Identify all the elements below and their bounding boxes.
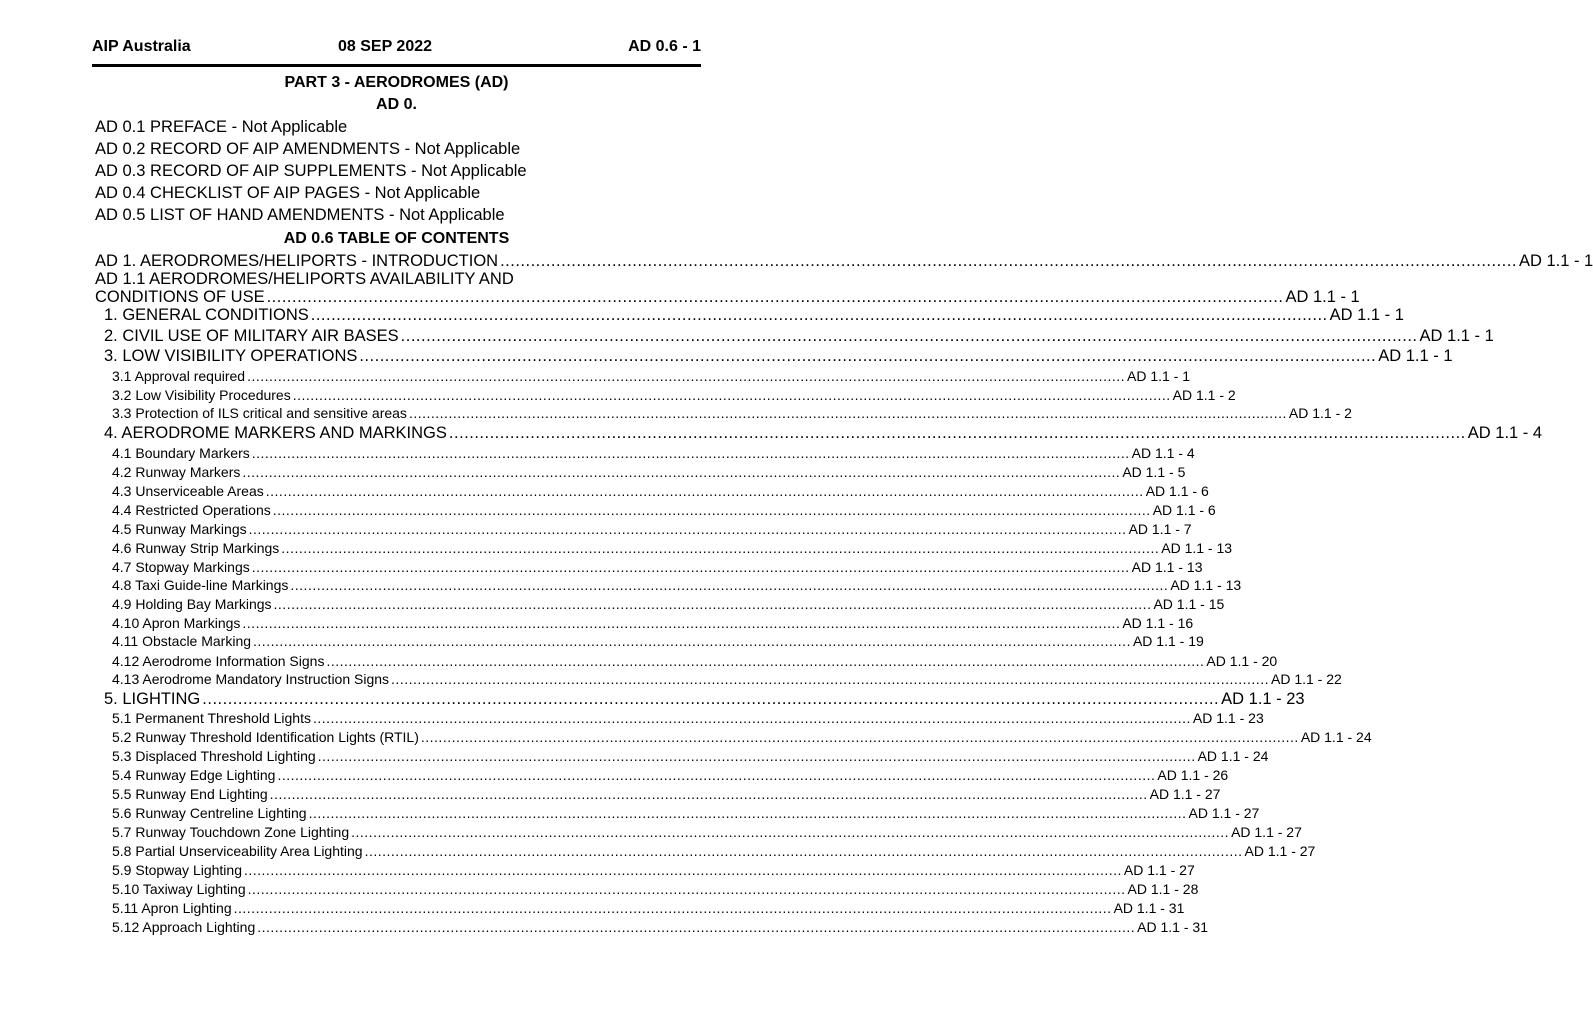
- toc-entry-title: 3.3 Protection of ILS critical and sensitive areas: [112, 405, 407, 421]
- toc-entry-title: 5. LIGHTING: [104, 690, 201, 708]
- toc-entry[interactable]: [112, 464, 1186, 480]
- toc-entry-title: 5.1 Permanent Threshold Lights: [112, 710, 311, 726]
- toc-entry-page: AD 1.1 - 28: [1127, 881, 1199, 897]
- toc-entry-title: 4.3 Unserviceable Areas: [112, 483, 264, 499]
- toc-entry[interactable]: [112, 615, 1194, 631]
- toc-entry[interactable]: [104, 690, 1305, 709]
- toc-entry[interactable]: [112, 786, 1221, 802]
- toc-leader-dots: ........................................................................................................................................................................................................: [351, 824, 1230, 840]
- toc-entry-title: 4.8 Taxi Guide-line Markings: [112, 577, 289, 593]
- toc-entry[interactable]: [112, 540, 1233, 556]
- toc-leader-dots: ........................................................................................................................................................................................................: [391, 671, 1269, 687]
- toc-leader-dots: ........................................................................................................................................................................................................: [273, 596, 1152, 612]
- toc-entry-title: 4.1 Boundary Markers: [112, 445, 250, 461]
- toc-entry-title: 4. AERODROME MARKERS AND MARKINGS: [104, 424, 447, 442]
- toc-entry-page: AD 1.1 - 6: [1145, 483, 1209, 499]
- toc-entry[interactable]: [112, 368, 1191, 384]
- toc-entry-page: AD 1.1 - 2: [1172, 387, 1236, 403]
- toc-entry[interactable]: [112, 900, 1185, 916]
- toc-entry-page: AD 1.1 - 1: [1329, 306, 1404, 324]
- toc-leader-dots: ........................................................................................................................................................................................................: [308, 805, 1187, 821]
- toc-entry-page: AD 1.1 - 2: [1288, 405, 1352, 421]
- toc-entry[interactable]: [104, 347, 1453, 366]
- toc-entry-page: AD 1.1 - 31: [1113, 900, 1185, 916]
- toc-entry-page: AD 1.1 - 1: [1127, 368, 1191, 384]
- toc-entry[interactable]: [112, 824, 1302, 840]
- intro-line: AD 0.5 LIST OF HAND AMENDMENTS - Not Applicable: [95, 206, 505, 224]
- toc-leader-dots: ........................................................................................................................................................................................................: [448, 424, 1466, 442]
- toc-entry-page: AD 1.1 - 23: [1192, 710, 1264, 726]
- toc-leader-dots: ........................................................................................................................................................................................................: [310, 306, 1328, 324]
- section-title: AD 0.: [376, 96, 417, 113]
- toc-leader-dots: ........................................................................................................................................................................................................: [265, 483, 1144, 499]
- toc-entry[interactable]: [112, 445, 1195, 461]
- toc-leader-dots: ........................................................................................................................................................................................................: [269, 786, 1148, 802]
- toc-entry-title: 5.4 Runway Edge Lighting: [112, 767, 276, 783]
- toc-leader-dots: ........................................................................................................................................................................................................: [317, 748, 1196, 764]
- toc-entry-title: 5.10 Taxiway Lighting: [112, 881, 246, 897]
- toc-entry-title: 4.4 Restricted Operations: [112, 502, 271, 518]
- toc-entry-page: AD 1.1 - 4: [1131, 445, 1195, 461]
- toc-leader-dots: ........................................................................................................................................................................................................: [251, 445, 1130, 461]
- toc-entry[interactable]: [112, 767, 1229, 783]
- intro-line: AD 0.1 PREFACE - Not Applicable: [95, 118, 348, 136]
- header-page-number: AD 0.6 - 1: [628, 38, 701, 55]
- toc-entry[interactable]: [112, 805, 1260, 821]
- toc-leader-dots: ........................................................................................................................................................................................................: [266, 288, 1284, 306]
- toc-entry-title: 5.2 Runway Threshold Identification Lights (RTIL): [112, 729, 419, 745]
- toc-entry-page: AD 1.1 - 27: [1231, 824, 1302, 840]
- toc-entry[interactable]: [112, 387, 1236, 403]
- toc-entry[interactable]: [112, 502, 1216, 518]
- toc-entry[interactable]: [104, 306, 1404, 325]
- toc-entry-page: AD 1.1 - 31: [1137, 919, 1208, 935]
- toc-entry-page: AD 1.1 - 27: [1188, 805, 1260, 821]
- toc-entry[interactable]: [112, 881, 1199, 897]
- toc-entry-page: AD 1.1 - 1: [1285, 288, 1360, 306]
- toc-leader-dots: ........................................................................................................................................................................................................: [272, 502, 1151, 518]
- toc-entry-title-line1: AD 1.1 AERODROMES/HELIPORTS AVAILABILITY AND: [95, 270, 514, 288]
- toc-entry-page: AD 1.1 - 24: [1197, 748, 1269, 764]
- toc-entry[interactable]: [104, 327, 1494, 346]
- toc-entry-title: 4.6 Runway Strip Markings: [112, 540, 280, 556]
- toc-entry-page: AD 1.1 - 6: [1152, 502, 1216, 518]
- toc-entry-title: 4.10 Apron Markings: [112, 615, 241, 631]
- toc-entry-page: AD 1.1 - 15: [1153, 596, 1225, 612]
- toc-entry-title: 1. GENERAL CONDITIONS: [104, 306, 309, 324]
- toc-entry-page: AD 1.1 - 1: [1518, 252, 1593, 270]
- toc-leader-dots: ........................................................................................................................................................................................................: [364, 843, 1243, 859]
- toc-leader-dots: ........................................................................................................................................................................................................: [408, 405, 1287, 421]
- toc-entry[interactable]: [95, 288, 1360, 307]
- toc-entry-title: 5.3 Displaced Threshold Lighting: [112, 748, 316, 764]
- toc-entry-title: 4.12 Aerodrome Information Signs: [112, 653, 325, 669]
- toc-leader-dots: ........................................................................................................................................................................................................: [233, 900, 1112, 916]
- toc-entry[interactable]: [112, 521, 1192, 537]
- toc-entry-title: 4.9 Holding Bay Markings: [112, 596, 272, 612]
- toc-title: AD 0.6 TABLE OF CONTENTS: [283, 230, 510, 247]
- toc-entry-title: 2. CIVIL USE OF MILITARY AIR BASES: [104, 327, 399, 345]
- toc-entry[interactable]: [112, 671, 1342, 687]
- toc-leader-dots: ........................................................................................................................................................................................................: [326, 653, 1205, 669]
- toc-entry[interactable]: [104, 424, 1543, 443]
- toc-entry-title: 3.1 Approval required: [112, 368, 246, 384]
- toc-entry-title: 4.13 Aerodrome Mandatory Instruction Signs: [112, 671, 390, 687]
- toc-leader-dots: ........................................................................................................................................................................................................: [202, 690, 1220, 708]
- toc-entry[interactable]: [112, 405, 1352, 421]
- header-publication: AIP Australia: [92, 38, 191, 55]
- toc-entry-page: AD 1.1 - 1: [1419, 327, 1494, 345]
- toc-entry-title: 5.8 Partial Unserviceability Area Lighting: [112, 843, 363, 859]
- toc-entry[interactable]: [112, 710, 1264, 726]
- toc-entry-page: AD 1.1 - 13: [1170, 577, 1242, 593]
- toc-entry-title: 4.7 Stopway Markings: [112, 559, 250, 575]
- toc-entry-title: 3.2 Low Visibility Procedures: [112, 387, 291, 403]
- toc-entry-title: 4.5 Runway Markings: [112, 521, 247, 537]
- toc-leader-dots: ........................................................................................................................................................................................................: [281, 540, 1160, 556]
- toc-leader-dots: ........................................................................................................................................................................................................: [359, 347, 1377, 365]
- toc-leader-dots: ........................................................................................................................................................................................................: [312, 710, 1191, 726]
- toc-entry-page: AD 1.1 - 7: [1128, 521, 1192, 537]
- toc-entry-title: 5.6 Runway Centreline Lighting: [112, 805, 307, 821]
- toc-entry-page: AD 1.1 - 22: [1270, 671, 1342, 687]
- toc-entry[interactable]: [112, 729, 1372, 745]
- toc-entry-title: CONDITIONS OF USE: [95, 288, 265, 306]
- toc-entry-page: AD 1.1 - 13: [1161, 540, 1233, 556]
- toc-entry-title: 5.11 Apron Lighting: [112, 900, 232, 916]
- toc-entry-title: 3. LOW VISIBILITY OPERATIONS: [104, 347, 358, 365]
- toc-entry-page: AD 1.1 - 19: [1132, 633, 1204, 649]
- intro-line: AD 0.3 RECORD OF AIP SUPPLEMENTS - Not Applicable: [95, 162, 527, 180]
- toc-leader-dots: ........................................................................................................................................................................................................: [277, 767, 1156, 783]
- toc-entry[interactable]: [112, 748, 1269, 764]
- toc-entry-page: AD 1.1 - 4: [1467, 424, 1543, 442]
- toc-entry-title: 5.5 Runway End Lighting: [112, 786, 268, 802]
- toc-entry-title: 4.2 Runway Markers: [112, 464, 241, 480]
- toc-entry[interactable]: [112, 559, 1203, 575]
- toc-entry-page: AD 1.1 - 16: [1122, 615, 1194, 631]
- toc-entry-page: AD 1.1 - 27: [1123, 862, 1195, 878]
- toc-leader-dots: ........................................................................................................................................................................................................: [243, 862, 1122, 878]
- toc-entry-page: AD 1.1 - 23: [1221, 690, 1305, 708]
- toc-entry-title: 5.9 Stopway Lighting: [112, 862, 242, 878]
- toc-leader-dots: ........................................................................................................................................................................................................: [247, 368, 1126, 384]
- intro-line: AD 0.2 RECORD OF AIP AMENDMENTS - Not Applicable: [95, 140, 521, 158]
- toc-entry-title: 5.7 Runway Touchdown Zone Lighting: [112, 824, 350, 840]
- toc-leader-dots: ........................................................................................................................................................................................................: [500, 252, 1517, 270]
- toc-leader-dots: ........................................................................................................................................................................................................: [248, 521, 1127, 537]
- toc-entry-page: AD 1.1 - 27: [1244, 843, 1316, 859]
- toc-entry-title: 5.12 Approach Lighting: [112, 919, 256, 935]
- toc-entry-page: AD 1.1 - 24: [1300, 729, 1372, 745]
- toc-entry[interactable]: [112, 633, 1204, 649]
- toc-leader-dots: ........................................................................................................................................................................................................: [251, 559, 1130, 575]
- toc-leader-dots: ........................................................................................................................................................................................................: [400, 327, 1418, 345]
- toc-entry[interactable]: [112, 843, 1316, 859]
- header-date: 08 SEP 2022: [338, 38, 433, 55]
- toc-leader-dots: ........................................................................................................................................................................................................: [292, 387, 1171, 403]
- toc-entry-page: AD 1.1 - 27: [1149, 786, 1221, 802]
- toc-entry[interactable]: [112, 653, 1278, 669]
- toc-leader-dots: ........................................................................................................................................................................................................: [242, 464, 1121, 480]
- toc-leader-dots: ........................................................................................................................................................................................................: [253, 633, 1131, 649]
- toc-leader-dots: ........................................................................................................................................................................................................: [242, 615, 1121, 631]
- toc-entry-page: AD 1.1 - 13: [1131, 559, 1203, 575]
- toc-entry-page: AD 1.1 - 26: [1157, 767, 1229, 783]
- toc-leader-dots: ........................................................................................................................................................................................................: [247, 881, 1126, 897]
- toc-leader-dots: ........................................................................................................................................................................................................: [420, 729, 1299, 745]
- toc-leader-dots: ........................................................................................................................................................................................................: [257, 919, 1136, 935]
- toc-entry-page: AD 1.1 - 1: [1378, 347, 1453, 365]
- intro-line: AD 0.4 CHECKLIST OF AIP PAGES - Not Applicable: [95, 184, 481, 202]
- toc-entry-title: AD 1. AERODROMES/HELIPORTS - INTRODUCTION: [95, 252, 499, 270]
- toc-leader-dots: ........................................................................................................................................................................................................: [290, 577, 1169, 593]
- part-title: PART 3 - AERODROMES (AD): [284, 74, 509, 91]
- toc-entry[interactable]: [112, 919, 1208, 935]
- toc-entry[interactable]: [112, 862, 1195, 878]
- toc-entry[interactable]: [112, 577, 1242, 593]
- toc-entry-page: AD 1.1 - 20: [1206, 653, 1278, 669]
- toc-entry[interactable]: [112, 483, 1209, 499]
- toc-entry-title: 4.11 Obstacle Marking: [112, 633, 252, 649]
- toc-entry[interactable]: [112, 596, 1225, 612]
- toc-entry-page: AD 1.1 - 5: [1122, 464, 1186, 480]
- toc-entry[interactable]: [95, 252, 1593, 271]
